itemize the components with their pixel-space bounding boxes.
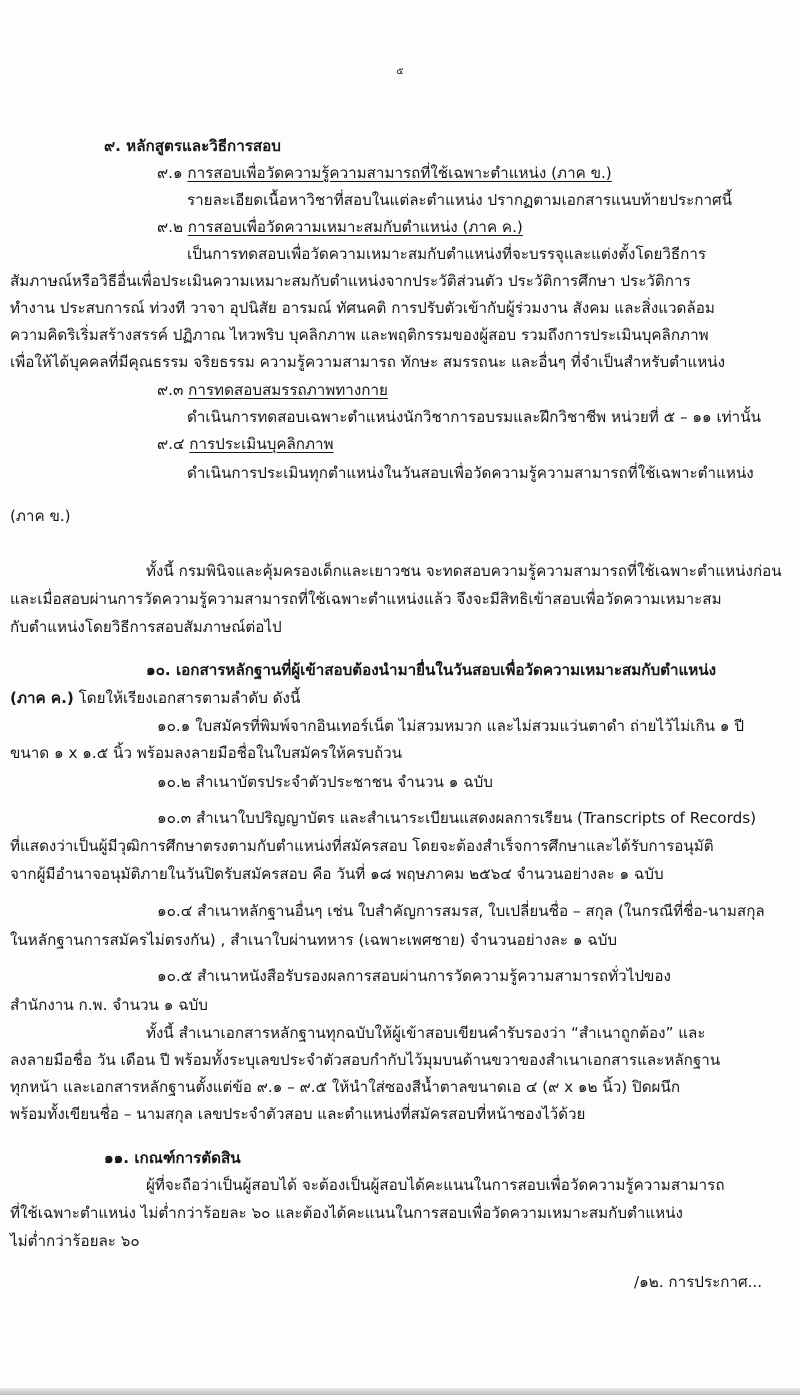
section-9-2-title-text: การสอบเพื่อวัดความเหมาะสมกับตำแหน่ง (ภาค ค.): [187, 218, 523, 236]
section-10-item-line: ๑๐.๑ ใบสมัครที่พิมพ์จากอินเทอร์เน็ต ไม่สวมหมวก และไม่สวมแว่นตาดำ ถ่ายไว้ไม่เกิน ๑ ปี: [157, 717, 744, 735]
section-9-2-paragraph-line: เป็นการทดสอบเพื่อวัดความเหมาะสมกับตำแหน่งที่จะบรรจุและแต่งตั้งโดยวิธีการ: [187, 245, 707, 263]
section-10-heading: ๑๐. เอกสารหลักฐานที่ผู้เข้าสอบต้องนำมายื่นในวันสอบเพื่อวัดความเหมาะสมกับตำแหน่ง: [146, 661, 717, 679]
section-10-item-line: ๑๐.๒ สำเนาบัตรประจำตัวประชาชน จำนวน ๑ ฉบับ: [157, 773, 493, 791]
section-9-3-title: [157, 380, 388, 400]
section-10-item-line: ๑๐.๕ สำเนาหนังสือรับรองผลการสอบผ่านการวัดความรู้ความสามารถทั่วไปของ: [157, 967, 671, 985]
section-10-note-line: ทั้งนี้ สำเนาเอกสารหลักฐานทุกฉบับให้ผู้เข้าสอบเขียนคำรับรองว่า “สำเนาถูกต้อง” และ: [146, 1024, 706, 1042]
section-10-item-line: ๑๐.๓ สำเนาใบปริญญาบัตร และสำเนาระเบียนแสดงผลการเรียน (Transcripts of Records): [157, 809, 757, 827]
section-9-heading: ๙. หลักสูตรและวิธีการสอบ: [104, 137, 281, 155]
section-9-3-title-text: การทดสอบสมรรถภาพทางกาย: [188, 381, 388, 399]
section-10-heading-instruction: โดยให้เรียงเอกสารตามลำดับ ดังนี้: [73, 689, 301, 707]
section-10-note-line: พร้อมทั้งเขียนชื่อ – นามสกุล เลขประจำตัวสอบ และตำแหน่งที่สมัครสอบที่หน้าซองไว้ด้วย: [10, 1105, 586, 1123]
section-11-body-line: ไม่ต่ำกว่าร้อยละ ๖๐: [10, 1232, 140, 1250]
section-9-4-body-line: ดำเนินการประเมินทุกตำแหน่งในวันสอบเพื่อวัดความรู้ความสามารถที่ใช้เฉพาะตำแหน่ง: [187, 464, 754, 482]
section-9-note-line: กับตำแหน่งโดยวิธีการสอบสัมภาษณ์ต่อไป: [10, 618, 282, 636]
section-10-heading-part-label: (ภาค ค.): [10, 689, 74, 707]
section-9-1-title: [157, 163, 612, 183]
section-9-2-title: [157, 217, 523, 237]
section-10-item-line: ที่แสดงว่าเป็นผู้มีวุฒิการศึกษาตรงตามกับตำแหน่งที่สมัครสอบ โดยจะต้องสำเร็จการศึกษาและได้รับการอนุมัติ: [10, 837, 714, 855]
section-9-4-body-line: (ภาค ข.): [10, 507, 71, 525]
page-number: ๕: [396, 66, 404, 77]
section-9-2-number: ๙.๒: [157, 218, 183, 236]
section-10-item-line: สำนักงาน ก.พ. จำนวน ๑ ฉบับ: [10, 996, 208, 1014]
continuation-note: /๑๒. การประกาศ...: [634, 1273, 763, 1291]
section-9-4-title: [157, 434, 334, 454]
section-9-4-number: ๙.๔: [157, 435, 185, 453]
section-10-item-line: ขนาด ๑ x ๑.๕ นิ้ว พร้อมลงลายมือชื่อในใบสมัครให้ครบถ้วน: [10, 744, 403, 762]
section-10-item-line: ในหลักฐานการสมัครไม่ตรงกัน) , สำเนาใบผ่านทหาร (เฉพาะเพศชาย) จำนวนอย่างละ ๑ ฉบับ: [10, 931, 618, 949]
section-9-3-body: ดำเนินการทดสอบเฉพาะตำแหน่งนักวิชาการอบรมและฝึกวิชาชีพ หน่วยที่ ๕ – ๑๑ เท่านั้น: [187, 408, 761, 426]
section-11-heading: ๑๑. เกณฑ์การตัดสิน: [104, 1149, 241, 1167]
section-11-body-line: ที่ใช้เฉพาะตำแหน่ง ไม่ต่ำกว่าร้อยละ ๖๐ และต้องได้คะแนนในการสอบเพื่อวัดความเหมาะสมกับตำแหน่ง: [10, 1204, 683, 1222]
section-10-item-line: จากผู้มีอำนาจอนุมัติภายในวันปิดรับสมัครสอบ คือ วันที่ ๑๘ พฤษภาคม ๒๕๖๔ จำนวนอย่างละ ๑ ฉบับ: [10, 865, 664, 883]
section-9-2-paragraph-line: ทำงาน ประสบการณ์ ท่วงที วาจา อุปนิสัย อารมณ์ ทัศนคติ การปรับตัวเข้ากับผู้ร่วมงาน สังคม และสิ่งแวดล้อม: [10, 299, 715, 317]
section-10-heading-continued: [10, 688, 300, 708]
section-11-body-line: ผู้ที่จะถือว่าเป็นผู้สอบได้ จะต้องเป็นผู้สอบได้คะแนนในการสอบเพื่อวัดความรู้ความสามารถ: [146, 1176, 725, 1194]
section-9-2-paragraph-line: เพื่อให้ได้บุคคลที่มีคุณธรรม จริยธรรม ความรู้ความสามารถ ทักษะ สมรรถนะ และอื่นๆ ที่จำเป็นสำหรับตำแหน่ง: [10, 353, 726, 371]
section-9-4-title-text: การประเมินบุคลิกภาพ: [189, 435, 334, 453]
section-9-note-line: ทั้งนี้ กรมพินิจและคุ้มครองเด็กและเยาวชน จะทดสอบความรู้ความสามารถที่ใช้เฉพาะตำแหน่งก่อน: [146, 562, 782, 580]
section-10-item-line: ๑๐.๔ สำเนาหลักฐานอื่นๆ เช่น ใบสำคัญการสมรส, ใบเปลี่ยนชื่อ – สกุล (ในกรณีที่ชื่อ-นามสกุล: [157, 902, 765, 920]
section-9-3-number: ๙.๓: [157, 381, 184, 399]
section-9-2-paragraph-line: ความคิดริเริ่มสร้างสรรค์ ปฏิภาณ ไหวพริบ บุคลิกภาพ และพฤติกรรมของผู้สอบ รวมถึงการประเมินบุคลิกภาพ: [10, 326, 709, 344]
section-9-2-paragraph-line: สัมภาษณ์หรือวิธีอื่นเพื่อประเมินความเหมาะสมกับตำแหน่งจากประวัติส่วนตัว ประวัติการศึกษา ประวัติการ: [10, 272, 691, 290]
section-10-note-line: ลงลายมือชื่อ วัน เดือน ปี พร้อมทั้งระบุเลขประจำตัวสอบกำกับไว้มุมบนด้านขวาของสำเนาเอกสารและหลักฐาน: [10, 1051, 721, 1069]
section-9-1-body: รายละเอียดเนื้อหาวิชาที่สอบในแต่ละตำแหน่ง ปรากฏตามเอกสารแนบท้ายประกาศนี้: [187, 191, 733, 209]
section-9-1-title-text: การสอบเพื่อวัดความรู้ความสามารถที่ใช้เฉพาะตำแหน่ง (ภาค ข.): [187, 164, 612, 182]
section-9-1-number: ๙.๑: [157, 164, 183, 182]
scan-bottom-edge: [0, 1388, 800, 1395]
section-10-note-line: ทุกหน้า และเอกสารหลักฐานตั้งแต่ข้อ ๙.๑ – ๙.๕ ให้นำใส่ซองสีน้ำตาลขนาดเอ ๔ (๙ x ๑๒ นิ้ว) ปิดผนึก: [10, 1078, 681, 1096]
section-9-note-line: และเมื่อสอบผ่านการวัดความรู้ความสามารถที่ใช้เฉพาะตำแหน่งแล้ว จึงจะมีสิทธิเข้าสอบเพื่อวัดความเหมาะสม: [10, 590, 722, 608]
